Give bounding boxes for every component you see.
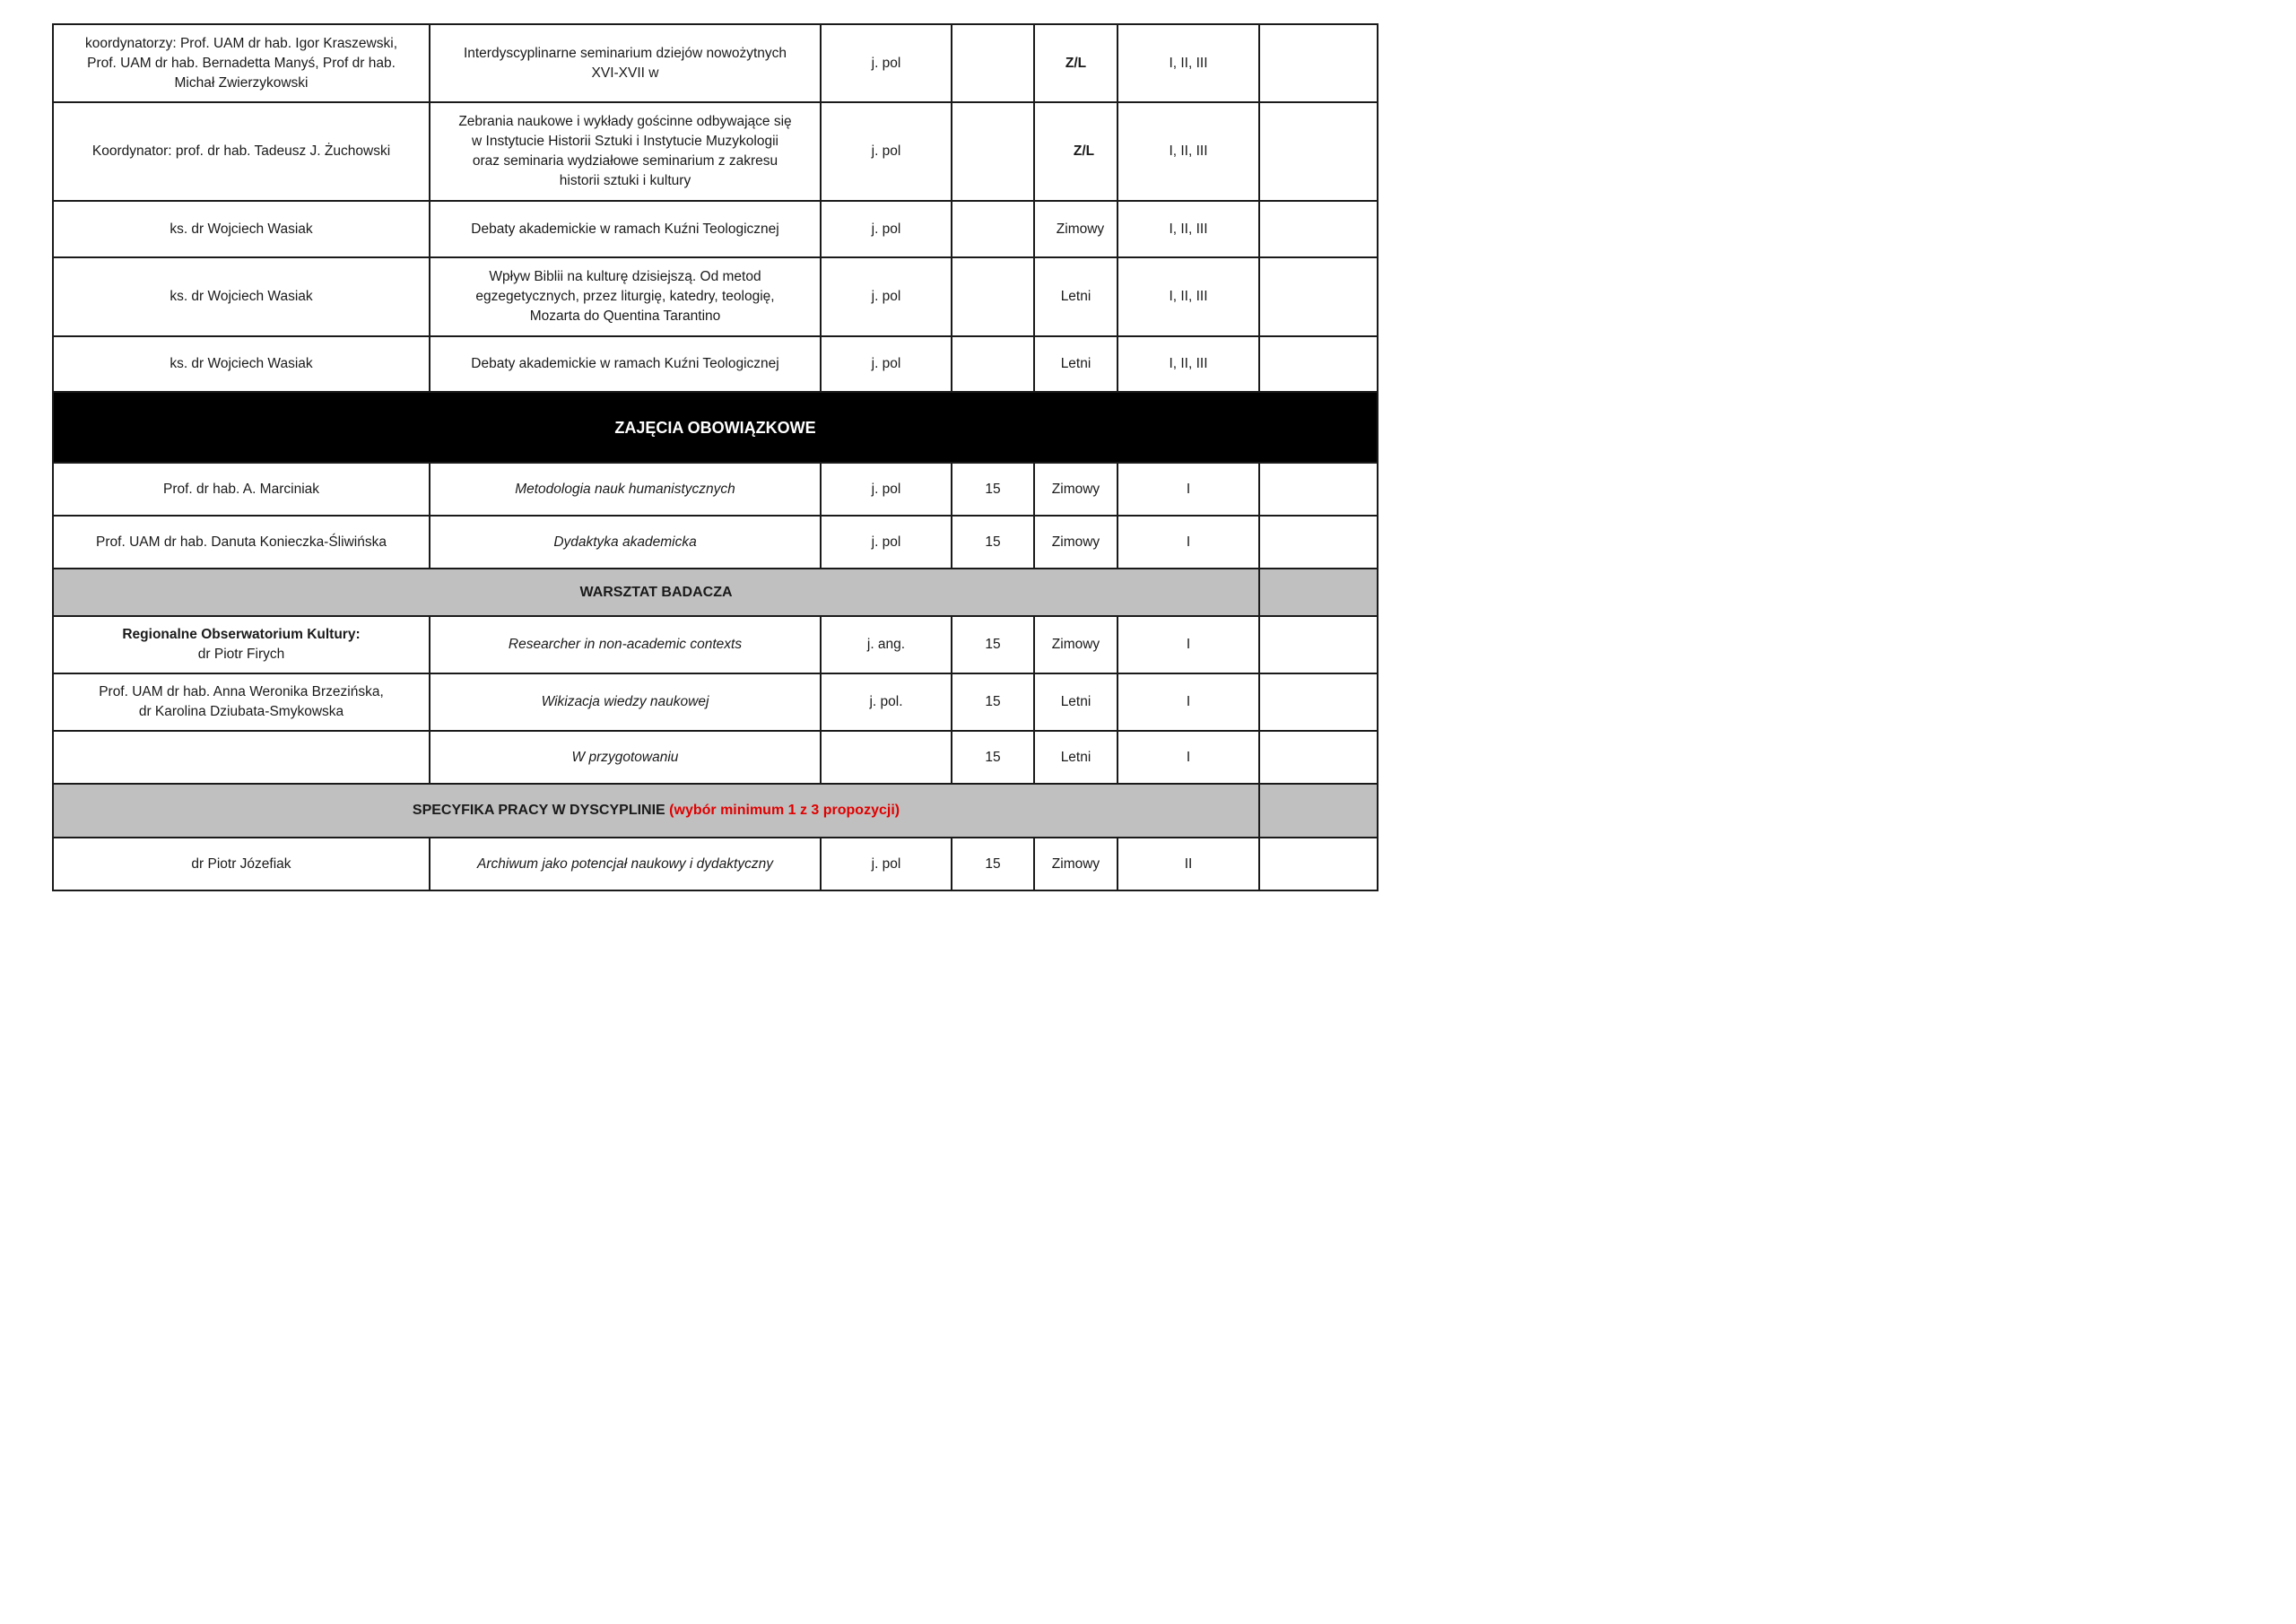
language-cell: j. pol. [821,673,952,731]
section-title: ZAJĘCIA OBOWIĄZKOWE [53,392,1378,463]
year-cell: I [1118,616,1259,673]
extra-cell [1259,784,1378,838]
table-row [53,616,1378,673]
semester-cell: Zimowy [1034,516,1118,569]
teacher-cell: ks. dr Wojciech Wasiak [53,336,430,392]
course-cell: Debaty akademickie w ramach Kuźni Teologicznej [430,201,821,257]
language-cell: j. pol [821,24,952,102]
teacher-cell [53,616,430,673]
teacher-cell: Koordynator: prof. dr hab. Tadeusz J. Żuchowski [53,102,430,201]
course-cell: Zebrania naukowe i wykłady gościnne odbywające się w Instytucie Historii Sztuki i Instytucie Muzykologii oraz seminaria wydziałowe seminarium z zakresu historii sztuki i kultury [430,102,821,201]
year-cell: I, II, III [1118,336,1259,392]
hours-cell: 15 [952,463,1034,516]
language-cell: j. ang. [821,616,952,673]
table-row [53,24,1378,102]
language-cell: j. pol [821,102,952,201]
semester-cell: Letni [1034,257,1118,336]
hours-cell: 15 [952,616,1034,673]
table-row [53,838,1378,890]
year-cell: I, II, III [1118,257,1259,336]
teacher-cell: koordynatorzy: Prof. UAM dr hab. Igor Kraszewski, Prof. UAM dr hab. Bernadetta Manyś, Prof dr hab. Michał Zwierzykowski [53,24,430,102]
language-cell: j. pol [821,201,952,257]
semester-cell: Zimowy [1034,616,1118,673]
section-note: (wybór minimum 1 z 3 propozycji) [669,803,900,818]
semester-cell: Z/L [1034,24,1118,102]
extra-cell [1259,569,1378,616]
hours-cell [952,24,1034,102]
teacher-name: dr Piotr Firych [197,647,285,662]
language-cell: j. pol [821,516,952,569]
semester-cell: Letni [1034,673,1118,731]
course-cell: Researcher in non-academic contexts [430,616,821,673]
course-cell: Debaty akademickie w ramach Kuźni Teologicznej [430,336,821,392]
language-cell: j. pol [821,257,952,336]
language-cell: j. pol [821,463,952,516]
semester-cell: Letni [1034,336,1118,392]
extra-cell [1259,257,1378,336]
teacher-cell: ks. dr Wojciech Wasiak [53,257,430,336]
hours-cell: 15 [952,731,1034,784]
extra-cell [1259,731,1378,784]
language-cell [821,731,952,784]
extra-cell [1259,102,1378,201]
year-cell: I [1118,463,1259,516]
semester-cell: Zimowy [1034,463,1118,516]
extra-cell [1259,201,1378,257]
teacher-cell: Prof. UAM dr hab. Anna Weronika Brzezińska, dr Karolina Dziubata-Smykowska [53,673,430,731]
course-cell: W przygotowaniu [430,731,821,784]
course-cell: Archiwum jako potencjał naukowy i dydaktyczny [430,838,821,890]
table-row [53,102,1378,201]
year-cell: I [1118,673,1259,731]
teacher-cell: Prof. dr hab. A. Marciniak [53,463,430,516]
hours-cell: 15 [952,516,1034,569]
course-cell: Wpływ Biblii na kulturę dzisiejszą. Od metod egzegetycznych, przez liturgię, katedry, teologię, Mozarta do Quentina Tarantino [430,257,821,336]
extra-cell [1259,24,1378,102]
extra-cell [1259,838,1378,890]
table-row [53,731,1378,784]
table-row [53,463,1378,516]
hours-cell [952,336,1034,392]
course-schedule-table [52,23,1378,891]
extra-cell [1259,673,1378,731]
hours-cell [952,102,1034,201]
language-cell: j. pol [821,838,952,890]
course-cell: Metodologia nauk humanistycznych [430,463,821,516]
year-cell: II [1118,838,1259,890]
table-row [53,201,1378,257]
semester-cell: Letni [1034,731,1118,784]
year-cell: I [1118,731,1259,784]
semester-cell: Zimowy [1034,201,1118,257]
course-cell: Wikizacja wiedzy naukowej [430,673,821,731]
extra-cell [1259,336,1378,392]
course-cell: Interdyscyplinarne seminarium dziejów nowożytnych XVI-XVII w [430,24,821,102]
hours-cell [952,201,1034,257]
teacher-cell: Prof. UAM dr hab. Danuta Konieczka-Śliwińska [53,516,430,569]
table-row [53,336,1378,392]
table-row [53,673,1378,731]
table-row [53,516,1378,569]
institution-label: Regionalne Obserwatorium Kultury: [122,627,361,642]
section-header-mandatory [53,392,1378,463]
hours-cell: 15 [952,838,1034,890]
year-cell: I, II, III [1118,102,1259,201]
table-row [53,257,1378,336]
language-cell: j. pol [821,336,952,392]
hours-cell [952,257,1034,336]
semester-cell: Zimowy [1034,838,1118,890]
year-cell: I, II, III [1118,201,1259,257]
extra-cell [1259,516,1378,569]
year-cell: I, II, III [1118,24,1259,102]
section-title [53,784,1259,838]
teacher-cell: ks. dr Wojciech Wasiak [53,201,430,257]
teacher-cell [53,731,430,784]
section-title: WARSZTAT BADACZA [53,569,1259,616]
semester-cell: Z/L [1034,102,1118,201]
hours-cell: 15 [952,673,1034,731]
section-label: SPECYFIKA PRACY W DYSCYPLINIE [412,803,665,818]
extra-cell [1259,463,1378,516]
year-cell: I [1118,516,1259,569]
teacher-cell: dr Piotr Józefiak [53,838,430,890]
extra-cell [1259,616,1378,673]
section-header-workshop [53,569,1378,616]
course-cell: Dydaktyka akademicka [430,516,821,569]
section-header-specific [53,784,1378,838]
